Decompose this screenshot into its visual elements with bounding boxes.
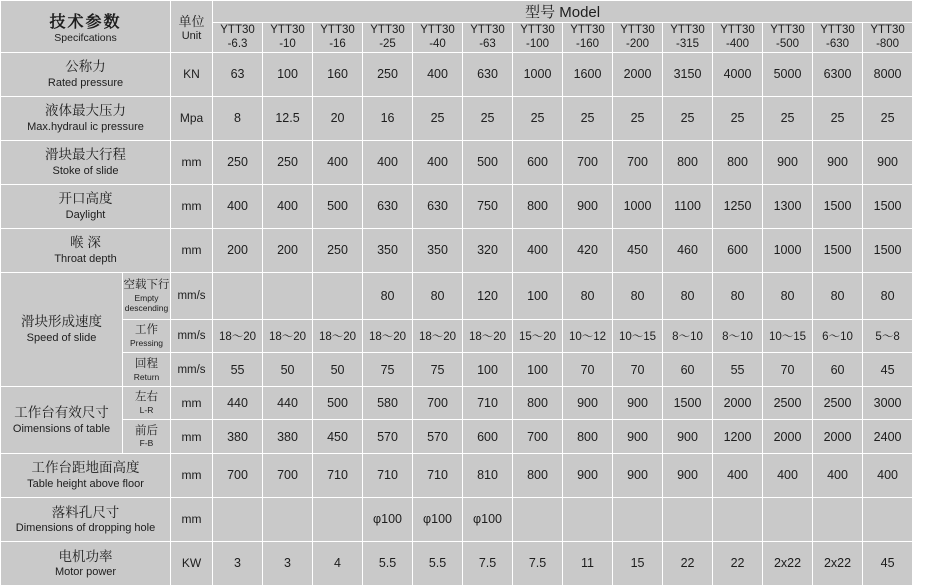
header-model-11: YTT30 -500: [763, 23, 813, 53]
cell: 25: [813, 96, 863, 140]
cell: 710: [463, 386, 513, 419]
cell: [263, 272, 313, 319]
cell: 6300: [813, 52, 863, 96]
cell: 600: [713, 228, 763, 272]
cell: 22: [663, 541, 713, 585]
cell: 3: [213, 541, 263, 585]
cell: [213, 272, 263, 319]
cell: 630: [363, 184, 413, 228]
header-specifications: 技术参数 Specifcations: [1, 1, 171, 53]
cell: 350: [363, 228, 413, 272]
cell: 800: [513, 184, 563, 228]
cell: 8: [213, 96, 263, 140]
cell: 1500: [813, 228, 863, 272]
cell: [263, 497, 313, 541]
cell: 70: [763, 353, 813, 386]
cell: 900: [863, 140, 913, 184]
cell: 250: [213, 140, 263, 184]
cell: 400: [313, 140, 363, 184]
cell: 80: [713, 272, 763, 319]
cell: 5.5: [363, 541, 413, 585]
cell: 18～20: [363, 319, 413, 352]
cell: [713, 497, 763, 541]
cell: 570: [363, 420, 413, 453]
cell: 80: [663, 272, 713, 319]
row-unit-left-right: mm: [171, 386, 213, 419]
cell: 12.5: [263, 96, 313, 140]
row-unit-table-height: mm: [171, 453, 213, 497]
cell: 500: [313, 184, 363, 228]
row-unit-front-back: mm: [171, 420, 213, 453]
cell: 250: [263, 140, 313, 184]
cell: 810: [463, 453, 513, 497]
cell: 50: [263, 353, 313, 386]
cell: 800: [563, 420, 613, 453]
cell: 900: [563, 453, 613, 497]
cell: 50: [313, 353, 363, 386]
cell: 3000: [863, 386, 913, 419]
cell: [663, 497, 713, 541]
cell: 25: [513, 96, 563, 140]
table-row: [1, 52, 926, 96]
cell: 75: [413, 353, 463, 386]
table-row: [1, 453, 926, 497]
cell: 400: [263, 184, 313, 228]
cell: 60: [813, 353, 863, 386]
cell: 5.5: [413, 541, 463, 585]
header-model-1: YTT30 -10: [263, 23, 313, 53]
cell: 200: [263, 228, 313, 272]
cell: 900: [663, 420, 713, 453]
row-unit-dropping-hole: mm: [171, 497, 213, 541]
sub-label-front-back: 前后 F-B: [123, 420, 171, 453]
cell: 7.5: [463, 541, 513, 585]
row-unit-rated-pressure: KN: [171, 52, 213, 96]
cell: 18～20: [213, 319, 263, 352]
cell: φ100: [463, 497, 513, 541]
header-model-8: YTT30 -200: [613, 23, 663, 53]
cell: 80: [563, 272, 613, 319]
cell: 1300: [763, 184, 813, 228]
cell: 630: [413, 184, 463, 228]
header-row-top: [1, 1, 926, 23]
table-row: [1, 319, 926, 352]
cell: 2000: [763, 420, 813, 453]
cell: 580: [363, 386, 413, 419]
row-unit-empty-descending: mm/s: [171, 272, 213, 319]
cell: 25: [463, 96, 513, 140]
cell: [563, 497, 613, 541]
row-unit-daylight: mm: [171, 184, 213, 228]
cell: 100: [513, 353, 563, 386]
header-model-4: YTT30 -40: [413, 23, 463, 53]
sub-label-left-right: 左右 L-R: [123, 386, 171, 419]
cell: 1000: [763, 228, 813, 272]
cell: 55: [713, 353, 763, 386]
cell: 900: [613, 453, 663, 497]
cell: 380: [263, 420, 313, 453]
cell: 8～10: [663, 319, 713, 352]
cell: [863, 497, 913, 541]
cell: 7.5: [513, 541, 563, 585]
cell: 450: [313, 420, 363, 453]
cell: 250: [313, 228, 363, 272]
cell: 400: [813, 453, 863, 497]
cell: [213, 497, 263, 541]
cell: 900: [613, 420, 663, 453]
cell: 10～15: [763, 319, 813, 352]
cell: 45: [863, 541, 913, 585]
cell: 1100: [663, 184, 713, 228]
cell: 75: [363, 353, 413, 386]
table-row: [1, 353, 926, 386]
row-unit-motor-power: KW: [171, 541, 213, 585]
cell: 500: [313, 386, 363, 419]
cell: 1200: [713, 420, 763, 453]
cell: 600: [513, 140, 563, 184]
cell: [313, 497, 363, 541]
cell: 3: [263, 541, 313, 585]
cell: 80: [863, 272, 913, 319]
cell: 200: [213, 228, 263, 272]
cell: 25: [563, 96, 613, 140]
table-header: [1, 1, 926, 53]
header-model-group: 型号 Model: [213, 1, 913, 23]
cell: 18～20: [313, 319, 363, 352]
cell: 700: [513, 420, 563, 453]
table-row: [1, 228, 926, 272]
cell: 25: [663, 96, 713, 140]
header-model-10: YTT30 -400: [713, 23, 763, 53]
row-label-speed-of-slide: 滑块形成速度 Speed of slide: [1, 272, 123, 386]
cell: 25: [863, 96, 913, 140]
cell: 800: [513, 453, 563, 497]
table-row: [1, 96, 926, 140]
cell: 1250: [713, 184, 763, 228]
cell: 4: [313, 541, 363, 585]
row-unit-throat-depth: mm: [171, 228, 213, 272]
cell: 900: [563, 386, 613, 419]
cell: 18～20: [413, 319, 463, 352]
row-label-table-height-above-floor: 工作台距地面高度 Table height above floor: [1, 453, 171, 497]
header-model-2: YTT30 -16: [313, 23, 363, 53]
cell: 710: [313, 453, 363, 497]
cell: 2x22: [763, 541, 813, 585]
row-label-rated-pressure: 公称力 Rated pressure: [1, 52, 171, 96]
cell: 400: [213, 184, 263, 228]
header-model-6: YTT30 -100: [513, 23, 563, 53]
cell: 25: [763, 96, 813, 140]
cell: 11: [563, 541, 613, 585]
cell: φ100: [363, 497, 413, 541]
header-model-7: YTT30 -160: [563, 23, 613, 53]
cell: 25: [413, 96, 463, 140]
cell: 1500: [813, 184, 863, 228]
cell: 60: [663, 353, 713, 386]
row-label-max-hydraulic-pressure: 液体最大压力 Max.hydraul ic pressure: [1, 96, 171, 140]
cell: 1500: [863, 228, 913, 272]
cell: 18～20: [463, 319, 513, 352]
cell: 710: [413, 453, 463, 497]
header-model-9: YTT30 -315: [663, 23, 713, 53]
cell: 100: [263, 52, 313, 96]
cell: 440: [263, 386, 313, 419]
cell: 400: [713, 453, 763, 497]
cell: 45: [863, 353, 913, 386]
cell: 700: [413, 386, 463, 419]
cell: 2500: [763, 386, 813, 419]
cell: 22: [713, 541, 763, 585]
cell: 700: [563, 140, 613, 184]
cell: 5000: [763, 52, 813, 96]
table-row: [1, 497, 926, 541]
cell: [763, 497, 813, 541]
cell: 460: [663, 228, 713, 272]
cell: 2x22: [813, 541, 863, 585]
cell: 15: [613, 541, 663, 585]
cell: 70: [613, 353, 663, 386]
cell: 2000: [613, 52, 663, 96]
cell: 15～20: [513, 319, 563, 352]
cell: 10～15: [613, 319, 663, 352]
row-label-daylight: 开口高度 Daylight: [1, 184, 171, 228]
cell: 16: [363, 96, 413, 140]
cell: 80: [413, 272, 463, 319]
cell: 800: [513, 386, 563, 419]
header-model-12: YTT30 -630: [813, 23, 863, 53]
cell: 700: [213, 453, 263, 497]
cell: 350: [413, 228, 463, 272]
row-unit-max-hydraulic-pressure: Mpa: [171, 96, 213, 140]
table-row: [1, 272, 926, 319]
cell: 900: [763, 140, 813, 184]
cell: 1600: [563, 52, 613, 96]
cell: 25: [613, 96, 663, 140]
cell: φ100: [413, 497, 463, 541]
cell: 80: [613, 272, 663, 319]
cell: 900: [563, 184, 613, 228]
sub-label-empty-descending: 空载下行 Empty descending: [123, 272, 171, 319]
cell: 8～10: [713, 319, 763, 352]
cell: 900: [663, 453, 713, 497]
row-label-dropping-hole: 落料孔尺寸 Dimensions of dropping hole: [1, 497, 171, 541]
cell: 100: [463, 353, 513, 386]
cell: 700: [263, 453, 313, 497]
cell: 2000: [813, 420, 863, 453]
cell: 800: [713, 140, 763, 184]
cell: 900: [613, 386, 663, 419]
cell: 400: [863, 453, 913, 497]
cell: [513, 497, 563, 541]
cell: 250: [363, 52, 413, 96]
sub-label-pressing: 工作 Pressing: [123, 319, 171, 352]
cell: 25: [713, 96, 763, 140]
cell: 700: [613, 140, 663, 184]
cell: 6～10: [813, 319, 863, 352]
cell: 1500: [863, 184, 913, 228]
header-unit: 单位 Unit: [171, 1, 213, 53]
cell: 70: [563, 353, 613, 386]
row-label-stroke-of-slide: 滑块最大行程 Stoke of slide: [1, 140, 171, 184]
cell: 20: [313, 96, 363, 140]
cell: 380: [213, 420, 263, 453]
cell: 900: [813, 140, 863, 184]
cell: 55: [213, 353, 263, 386]
cell: 400: [413, 52, 463, 96]
table-row: [1, 420, 926, 453]
cell: 63: [213, 52, 263, 96]
cell: 400: [763, 453, 813, 497]
header-model-5: YTT30 -63: [463, 23, 513, 53]
cell: 1500: [663, 386, 713, 419]
cell: 1000: [613, 184, 663, 228]
table-row: [1, 541, 926, 585]
cell: [613, 497, 663, 541]
cell: 80: [363, 272, 413, 319]
header-model-0: YTT30 -6.3: [213, 23, 263, 53]
cell: 80: [763, 272, 813, 319]
cell: 500: [463, 140, 513, 184]
row-label-motor-power: 电机功率 Motor power: [1, 541, 171, 585]
cell: 2400: [863, 420, 913, 453]
cell: 80: [813, 272, 863, 319]
header-model-3: YTT30 -25: [363, 23, 413, 53]
cell: 120: [463, 272, 513, 319]
table-body: [1, 52, 926, 585]
cell: 750: [463, 184, 513, 228]
cell: 710: [363, 453, 413, 497]
cell: 400: [413, 140, 463, 184]
cell: 10～12: [563, 319, 613, 352]
cell: 3150: [663, 52, 713, 96]
cell: 400: [363, 140, 413, 184]
cell: 600: [463, 420, 513, 453]
cell: [313, 272, 363, 319]
table-row: [1, 140, 926, 184]
cell: 2000: [713, 386, 763, 419]
cell: 570: [413, 420, 463, 453]
row-unit-return: mm/s: [171, 353, 213, 386]
row-unit-pressing: mm/s: [171, 319, 213, 352]
cell: 320: [463, 228, 513, 272]
cell: 440: [213, 386, 263, 419]
cell: 800: [663, 140, 713, 184]
row-unit-stroke-of-slide: mm: [171, 140, 213, 184]
table-row: [1, 386, 926, 419]
cell: 5～8: [863, 319, 913, 352]
cell: 8000: [863, 52, 913, 96]
cell: [813, 497, 863, 541]
table-row: [1, 184, 926, 228]
cell: 450: [613, 228, 663, 272]
cell: 1000: [513, 52, 563, 96]
cell: 4000: [713, 52, 763, 96]
row-label-dimensions-of-table: 工作台有效尺寸 Oimensions of table: [1, 386, 123, 453]
cell: 400: [513, 228, 563, 272]
header-model-13: YTT30 -800: [863, 23, 913, 53]
cell: 2500: [813, 386, 863, 419]
cell: 420: [563, 228, 613, 272]
cell: 630: [463, 52, 513, 96]
cell: 100: [513, 272, 563, 319]
row-label-throat-depth: 喉 深 Throat depth: [1, 228, 171, 272]
sub-label-return: 回程 Return: [123, 353, 171, 386]
cell: 18～20: [263, 319, 313, 352]
cell: 160: [313, 52, 363, 96]
